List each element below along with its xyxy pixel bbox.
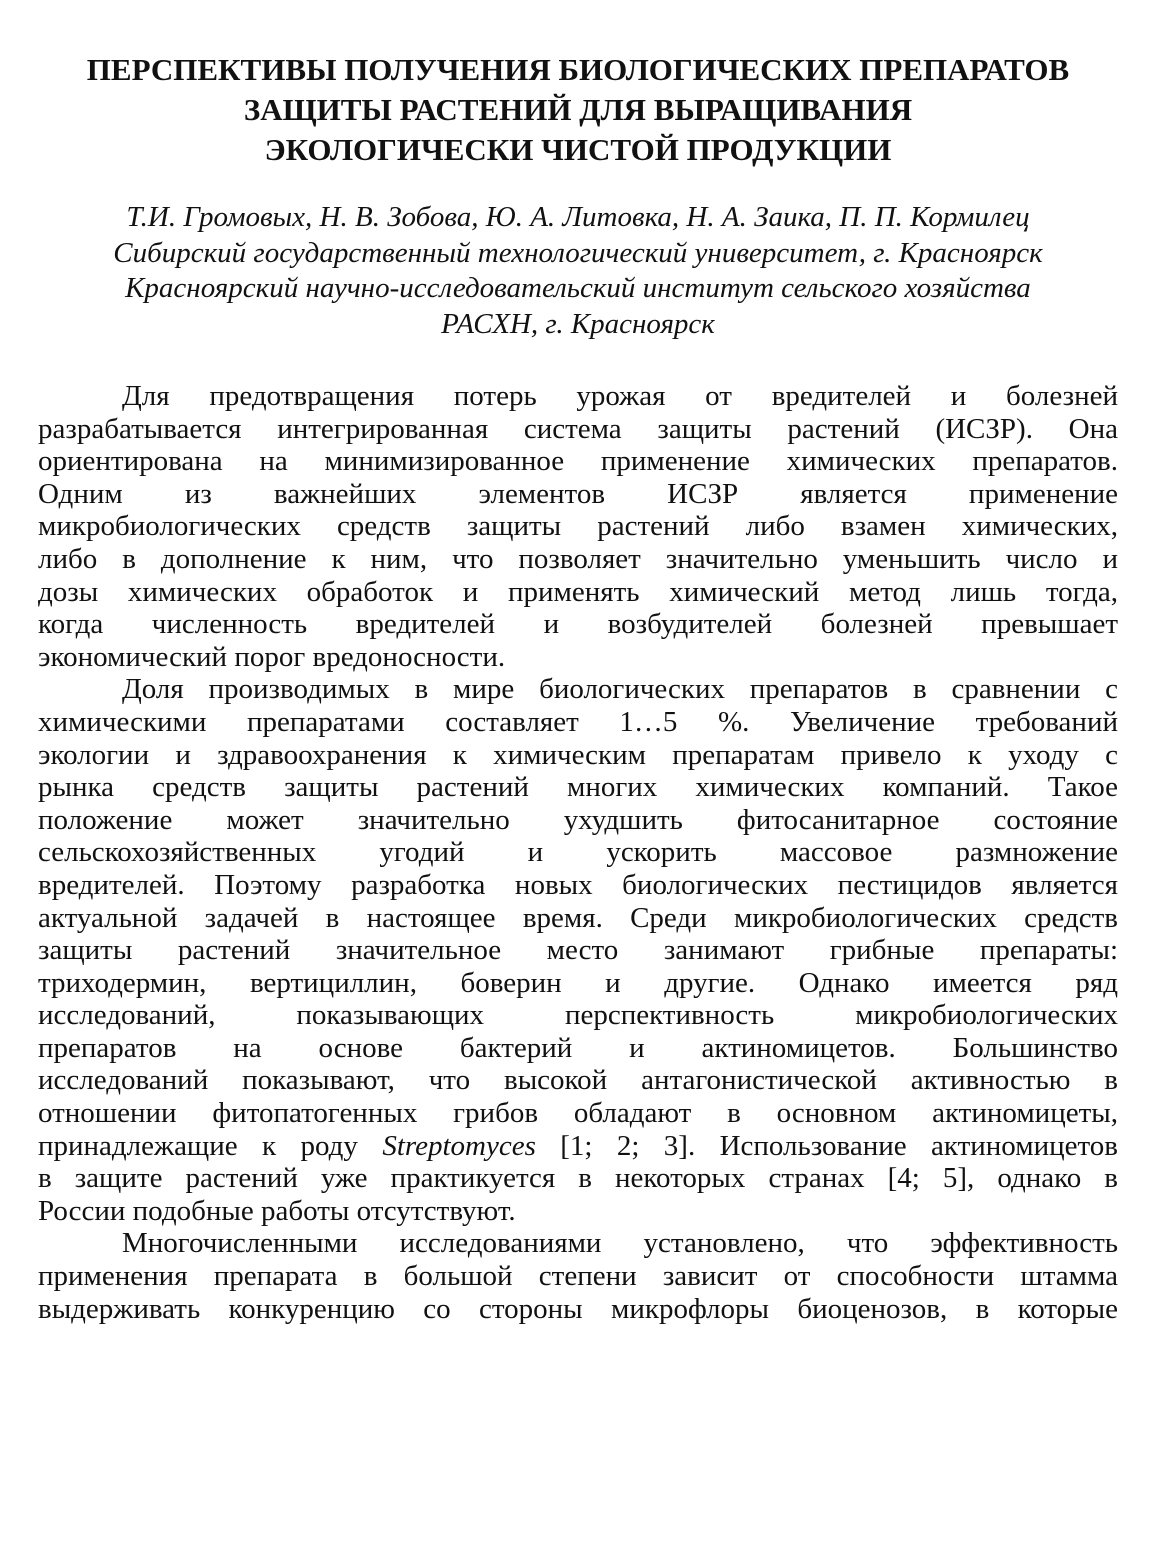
text-line: применения препарата в большой степени зависит от способности штамма <box>38 1260 1118 1293</box>
text-line: экологии и здравоохранения к химическим препаратам привело к уходу с <box>38 738 1118 771</box>
text-line: Многочисленными исследованиями установлено, что эффективность <box>122 1227 1118 1260</box>
affiliation-3: РАСХН, г. Красноярск <box>441 307 715 340</box>
text-line: положение может значительно ухудшить фитосанитарное состояние <box>38 803 1118 836</box>
article-page <box>38 50 1118 1325</box>
author-names: Т.И. Громовых, Н. В. Зобова, Ю. А. Литовка, Н. А. Заика, П. П. Кормилец <box>126 201 1030 233</box>
genus-suffix: [1; 2; 3]. Использование актиномицетов <box>535 1129 1118 1162</box>
article-body <box>38 380 1118 1325</box>
text-line: защиты растений значительное место занимают грибные препараты: <box>38 934 1118 967</box>
text-line: рынка средств защиты растений многих химических компаний. Такое <box>38 771 1118 804</box>
text-line: сельскохозяйственных угодий и ускорить массовое размножение <box>38 836 1118 869</box>
text-line-with-genus <box>38 1130 1118 1163</box>
text-line: выдерживать конкуренцию со стороны микрофлоры биоценозов, в которые <box>38 1292 1118 1325</box>
text-line: экономический порог вредоносности. <box>38 640 506 673</box>
text-line: ориентирована на минимизированное применение химических препаратов. <box>38 445 1118 478</box>
affiliation-2: Красноярский научно-исследовательский институт сельского хозяйства <box>125 272 1031 304</box>
text-line: Для предотвращения потерь урожая от вредителей и болезней <box>122 380 1118 412</box>
text-line: микробиологических средств защиты растений либо взамен химических, <box>38 510 1118 543</box>
text-line: Доля производимых в мире биологических препаратов в сравнении с <box>122 673 1118 706</box>
paragraph-2 <box>38 673 1118 1227</box>
text-line: исследований показывают, что высокой антагонистической активностью в <box>38 1064 1118 1097</box>
affiliation-1: Сибирский государственный технологический университет, г. Красноярск <box>113 236 1043 269</box>
title-line-3: ЭКОЛОГИЧЕСКИ ЧИСТОЙ ПРОДУКЦИИ <box>264 132 892 167</box>
text-line: вредителей. Поэтому разработка новых биологических пестицидов является <box>38 868 1118 901</box>
text-line: дозы химических обработок и применять химический метод лишь тогда, <box>38 575 1118 608</box>
text-line: России подобные работы отсутствуют. <box>38 1194 516 1227</box>
text-line: отношении фитопатогенных грибов обладают в основном актиномицеты, <box>38 1097 1118 1130</box>
article-title <box>38 50 1118 170</box>
text-line: Одним из важнейших элементов ИСЗР является применение <box>38 477 1118 510</box>
text-line: препаратов на основе бактерий и актиномицетов. Большинство <box>38 1031 1118 1064</box>
genus-name-italic: Streptomyces <box>382 1129 536 1162</box>
text-line: либо в дополнение к ним, что позволяет значительно уменьшить число и <box>38 542 1118 575</box>
text-line: в защите растений уже практикуется в некоторых странах [4; 5], однако в <box>38 1162 1118 1195</box>
text-line: химическими препаратами составляет 1…5 %. Увеличение требований <box>38 705 1118 738</box>
paragraph-1 <box>38 380 1118 673</box>
text-line: исследований, показывающих перспективность микробиологических <box>38 999 1118 1032</box>
text-line: когда численность вредителей и возбудителей болезней превышает <box>38 608 1118 641</box>
authors-block <box>38 200 1118 342</box>
genus-prefix: принадлежащие к роду <box>38 1129 383 1162</box>
text-line: актуальной задачей в настоящее время. Среди микробиологических средств <box>38 901 1118 934</box>
text-line: разрабатывается интегрированная система защиты растений (ИСЗР). Она <box>38 412 1118 445</box>
text-line: триходермин, вертициллин, боверин и другие. Однако имеется ряд <box>38 966 1118 999</box>
paragraph-3 <box>38 1227 1118 1325</box>
title-line-2: ЗАЩИТЫ РАСТЕНИЙ ДЛЯ ВЫРАЩИВАНИЯ <box>243 92 913 127</box>
title-line-1: ПЕРСПЕКТИВЫ ПОЛУЧЕНИЯ БИОЛОГИЧЕСКИХ ПРЕПАРАТОВ <box>86 52 1070 87</box>
